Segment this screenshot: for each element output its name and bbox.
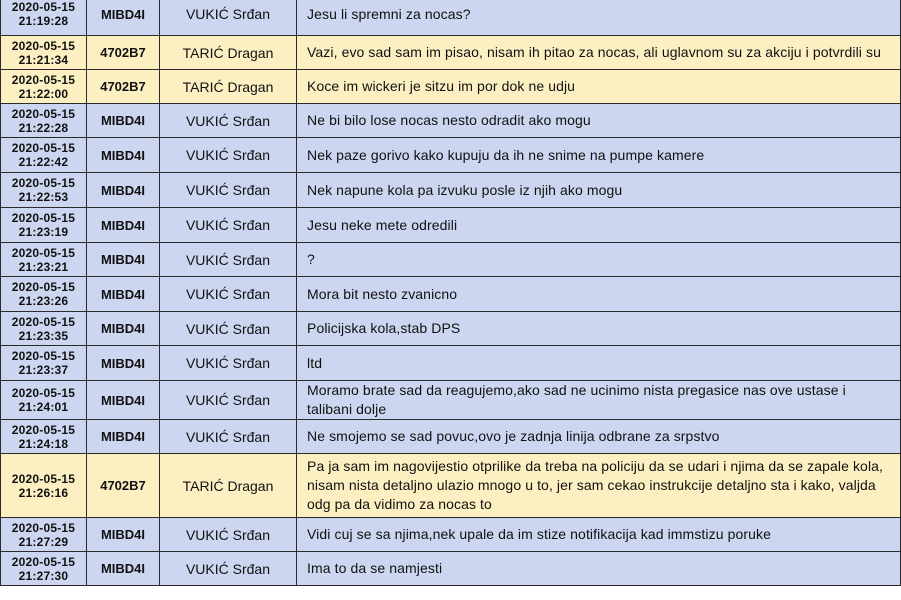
time-text: 21:23:19: [18, 225, 69, 239]
message-cell: Jesu neke mete odredili: [297, 208, 901, 243]
timestamp-cell: [1, 518, 87, 552]
time-text: 21:23:37: [18, 363, 69, 377]
message-cell: Mora bit nesto zvanicno: [297, 277, 901, 312]
date-text: 2020-05-15: [11, 386, 76, 400]
date-text: 2020-05-15: [11, 176, 76, 190]
date-text: 2020-05-15: [11, 314, 76, 329]
date-text: 2020-05-15: [11, 471, 76, 486]
sender-name-cell: VUKIĆ Srđan: [160, 420, 297, 454]
timestamp-cell: [1, 381, 87, 420]
time-text: 21:23:35: [18, 328, 69, 343]
table-row: [1, 70, 901, 104]
timestamp-cell: [1, 208, 87, 243]
table-row: [1, 36, 901, 70]
message-cell: Koce im wickeri je sitzu im por dok ne udju: [297, 70, 901, 104]
table-row: [1, 173, 901, 208]
date-text: 2020-05-15: [11, 72, 76, 87]
message-cell: Ima to da se namjesti: [297, 552, 901, 586]
date-text: 2020-05-15: [11, 141, 76, 155]
message-cell: Vazi, evo sad sam im pisao, nisam ih pitao za nocas, ali uglavnom su za akciju i potvrdili su: [297, 36, 901, 70]
message-cell: Ne bi bilo lose nocas nesto odradit ako mogu: [297, 104, 901, 138]
timestamp-cell: [1, 138, 87, 173]
sender-name-cell: VUKIĆ Srđan: [160, 346, 297, 381]
sender-id-cell: MIBD4I: [87, 0, 160, 36]
message-cell: ?: [297, 243, 901, 277]
table-row: [1, 346, 901, 381]
table-row: [1, 104, 901, 138]
date-text: 2020-05-15: [11, 349, 76, 363]
time-text: 21:22:28: [18, 120, 69, 135]
time-text: 21:26:16: [18, 485, 69, 500]
message-cell: Nek napune kola pa izvuku posle iz njih ako mogu: [297, 173, 901, 208]
table-row: [1, 312, 901, 346]
message-cell: ltd: [297, 346, 901, 381]
time-text: 21:22:53: [18, 190, 69, 204]
sender-id-cell: MIBD4I: [87, 420, 160, 454]
message-cell: Pa ja sam im nagovijestio otprilike da treba na policiju da se udari i njima da se zapale kola, nisam nista detaljno ulazio mnogo u to, jer sam cekao instrukcije detaljno sta i kako, valjda odg pa da vidimo za nocas to: [297, 454, 901, 518]
time-text: 21:23:26: [18, 294, 69, 308]
date-text: 2020-05-15: [11, 245, 76, 260]
sender-id-cell: MIBD4I: [87, 312, 160, 346]
sender-id-cell: MIBD4I: [87, 243, 160, 277]
time-text: 21:27:29: [18, 534, 69, 549]
sender-name-cell: VUKIĆ Srđan: [160, 552, 297, 586]
timestamp-cell: [1, 0, 87, 36]
sender-id-cell: 4702B7: [87, 70, 160, 104]
sender-name-cell: TARIĆ Dragan: [160, 454, 297, 518]
table-row: [1, 0, 901, 36]
table-row: [1, 381, 901, 420]
message-cell: Policijska kola,stab DPS: [297, 312, 901, 346]
sender-id-cell: MIBD4I: [87, 208, 160, 243]
time-text: 21:27:30: [18, 568, 69, 583]
sender-id-cell: MIBD4I: [87, 173, 160, 208]
time-text: 21:22:42: [18, 155, 69, 169]
table-row: [1, 454, 901, 518]
table-row: [1, 518, 901, 552]
message-cell: Vidi cuj se sa njima,nek upale da im stize notifikacija kad immstizu poruke: [297, 518, 901, 552]
sender-id-cell: MIBD4I: [87, 552, 160, 586]
sender-id-cell: MIBD4I: [87, 381, 160, 420]
date-text: 2020-05-15: [11, 280, 76, 294]
sender-id-cell: MIBD4I: [87, 104, 160, 138]
message-log-body: [1, 0, 901, 586]
sender-name-cell: VUKIĆ Srđan: [160, 518, 297, 552]
date-text: 2020-05-15: [11, 422, 76, 437]
table-row: [1, 277, 901, 312]
message-cell: Jesu li spremni za nocas?: [297, 0, 901, 36]
sender-name-cell: VUKIĆ Srđan: [160, 104, 297, 138]
timestamp-cell: [1, 277, 87, 312]
date-text: 2020-05-15: [11, 520, 76, 535]
sender-id-cell: 4702B7: [87, 36, 160, 70]
sender-name-cell: VUKIĆ Srđan: [160, 173, 297, 208]
sender-id-cell: MIBD4I: [87, 346, 160, 381]
sender-name-cell: VUKIĆ Srđan: [160, 312, 297, 346]
date-text: 2020-05-15: [11, 211, 76, 225]
sender-id-cell: MIBD4I: [87, 138, 160, 173]
date-text: 2020-05-15: [11, 38, 76, 53]
time-text: 21:22:00: [18, 86, 69, 101]
time-text: 21:24:01: [18, 400, 69, 414]
message-cell: Ne smojemo se sad povuc,ovo je zadnja linija odbrane za srpstvo: [297, 420, 901, 454]
table-row: [1, 243, 901, 277]
sender-id-cell: MIBD4I: [87, 277, 160, 312]
sender-name-cell: VUKIĆ Srđan: [160, 208, 297, 243]
timestamp-cell: [1, 420, 87, 454]
timestamp-cell: [1, 243, 87, 277]
timestamp-cell: [1, 36, 87, 70]
sender-name-cell: TARIĆ Dragan: [160, 36, 297, 70]
timestamp-cell: [1, 454, 87, 518]
sender-name-cell: TARIĆ Dragan: [160, 70, 297, 104]
message-cell: Moramo brate sad da reagujemo,ako sad ne ucinimo nista pregasice nas ove ustase i talibani dolje: [297, 381, 901, 420]
timestamp-cell: [1, 173, 87, 208]
timestamp-cell: [1, 70, 87, 104]
sender-name-cell: VUKIĆ Srđan: [160, 381, 297, 420]
timestamp-cell: [1, 312, 87, 346]
sender-name-cell: VUKIĆ Srđan: [160, 0, 297, 36]
timestamp-cell: [1, 104, 87, 138]
time-text: 21:19:28: [18, 14, 69, 28]
date-text: 2020-05-15: [11, 0, 76, 14]
table-row: [1, 208, 901, 243]
sender-name-cell: VUKIĆ Srđan: [160, 138, 297, 173]
table-row: [1, 138, 901, 173]
table-row: [1, 552, 901, 586]
sender-id-cell: MIBD4I: [87, 518, 160, 552]
timestamp-cell: [1, 346, 87, 381]
sender-name-cell: VUKIĆ Srđan: [160, 243, 297, 277]
time-text: 21:21:34: [18, 52, 69, 67]
sender-id-cell: 4702B7: [87, 454, 160, 518]
date-text: 2020-05-15: [11, 554, 76, 569]
message-cell: Nek paze gorivo kako kupuju da ih ne snime na pumpe kamere: [297, 138, 901, 173]
time-text: 21:23:21: [18, 259, 69, 274]
timestamp-cell: [1, 552, 87, 586]
time-text: 21:24:18: [18, 436, 69, 451]
table-row: [1, 420, 901, 454]
sender-name-cell: VUKIĆ Srđan: [160, 277, 297, 312]
date-text: 2020-05-15: [11, 106, 76, 121]
